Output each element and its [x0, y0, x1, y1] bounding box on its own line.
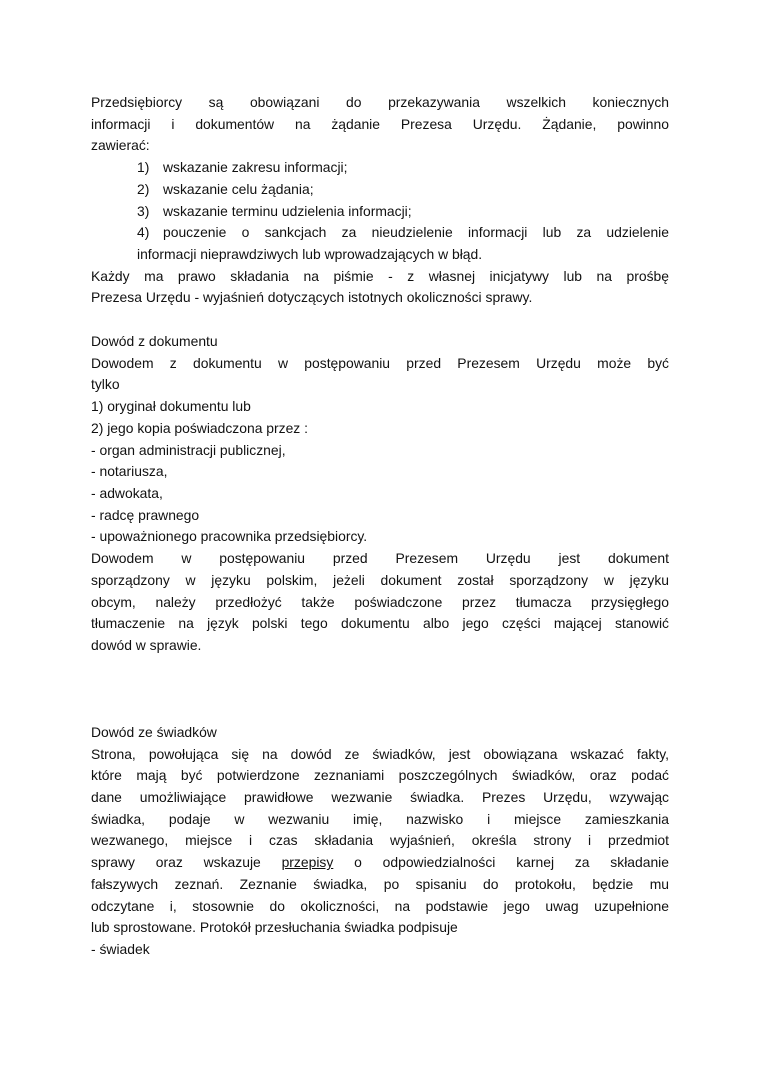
text-line — [91, 896, 669, 918]
text-line — [91, 744, 669, 766]
text-line — [91, 440, 669, 462]
line-text: - świadek — [91, 941, 150, 958]
text-line — [91, 657, 669, 679]
line-text: - adwokata, — [91, 484, 163, 501]
line-text: wskazanie terminu udzielenia informacji; — [163, 202, 412, 219]
list-item — [91, 179, 669, 201]
line-text: Przedsiębiorcy są obowiązani do przekazywania wszelkich koniecznych — [91, 94, 669, 110]
line-text: tłumaczenie na język polski tego dokumentu albo jego części mającej stanowić — [91, 615, 669, 632]
text-line — [91, 635, 669, 657]
text-line — [91, 809, 669, 831]
line-text: wskazanie celu żądania; — [163, 180, 314, 197]
text-line — [91, 505, 669, 527]
line-text: Prezesa Urzędu - wyjaśnień dotyczących istotnych okoliczności sprawy. — [91, 289, 533, 306]
text-line — [91, 418, 669, 440]
text-line — [91, 917, 669, 939]
line-text: które mają być potwierdzone zeznaniami poszczególnych świadków, oraz podać — [91, 767, 669, 784]
list-item — [91, 222, 669, 244]
text-line — [91, 92, 669, 114]
text-line — [91, 874, 669, 896]
line-text: wezwanego, miejsce i czas składania wyjaśnień, określa strony i przedmiot — [91, 832, 669, 849]
line-text: dane umożliwiające prawidłowe wezwanie świadka. Prezes Urzędu, wzywając — [91, 789, 669, 805]
text-line — [91, 135, 669, 157]
line-text: tylko — [91, 376, 120, 393]
line-text: Strona, powołująca się na dowód ze świadków, jest obowiązana wskazać fakty, — [91, 745, 669, 762]
list-item — [91, 157, 669, 179]
text-line — [91, 787, 669, 809]
line-text: Każdy ma prawo składania na piśmie - z własnej inicjatywy lub na prośbę — [91, 267, 669, 284]
line-text: Dowód z dokumentu — [91, 332, 218, 349]
line-text: obcym, należy przedłożyć także poświadczone przez tłumacza przysięgłego — [91, 593, 669, 610]
text-line — [91, 287, 669, 309]
section-heading — [91, 331, 669, 353]
text-line — [91, 526, 669, 548]
text-line — [91, 114, 669, 136]
text-line — [91, 396, 669, 418]
list-number: 2) — [137, 180, 150, 197]
text-line — [91, 678, 669, 700]
line-text: świadka, podaje w wezwaniu imię, nazwisko i miejsce zamieszkania — [91, 810, 669, 827]
text-line — [91, 613, 669, 635]
text-line — [91, 570, 669, 592]
list-number: 3) — [137, 202, 150, 219]
line-text: informacji i dokumentów na żądanie Prezesa Urzędu. Żądanie, powinno — [91, 115, 669, 132]
text-line — [91, 309, 669, 331]
list-item — [91, 201, 669, 223]
line-text: - notariusza, — [91, 463, 168, 480]
text-line — [91, 548, 669, 570]
line-text: pouczenie o sankcjach za nieudzielenie informacji lub za udzielenie — [163, 224, 669, 241]
line-text: wskazanie zakresu informacji; — [163, 159, 348, 176]
text-line — [91, 700, 669, 722]
text-line — [91, 353, 669, 375]
text-line — [91, 852, 669, 874]
line-text: Dowodem w postępowaniu przed Prezesem Urzędu jest dokument — [91, 550, 669, 567]
text-line — [91, 830, 669, 852]
line-text: - radcę prawnego — [91, 506, 200, 523]
line-text: Dowodem z dokumentu w postępowaniu przed Prezesem Urzędu może być — [91, 354, 669, 371]
przepisy-link[interactable]: przepisy — [281, 854, 334, 871]
line-text: odczytane i, stosownie do okoliczności, na podstawie jego uwag uzupełnione — [91, 897, 669, 914]
text-line — [91, 244, 669, 266]
text-line — [91, 939, 669, 961]
line-text: dowód w sprawie. — [91, 636, 202, 653]
document-page — [91, 92, 669, 961]
line-text: 2) jego kopia poświadczona przez : — [91, 419, 308, 436]
text-line — [91, 592, 669, 614]
text-line — [91, 461, 669, 483]
line-text: Dowód ze świadków — [91, 723, 217, 740]
line-text: - organ administracji publicznej, — [91, 441, 286, 458]
text-segment: sprawy oraz wskazuje — [91, 854, 282, 871]
list-number: 4) — [137, 224, 150, 241]
section-heading — [91, 722, 669, 744]
line-text: - upoważnionego pracownika przedsiębiorcy. — [91, 528, 368, 545]
text-line — [91, 374, 669, 396]
text-segment: o odpowiedzialności karnej za składanie — [333, 854, 669, 871]
text-line — [91, 483, 669, 505]
line-text: lub sprostowane. Protokół przesłuchania świadka podpisuje — [91, 919, 458, 936]
text-line — [91, 765, 669, 787]
line-text: informacji nieprawdziwych lub wprowadzających w błąd. — [137, 246, 483, 263]
line-text: 1) oryginał dokumentu lub — [91, 398, 251, 415]
list-number: 1) — [137, 159, 150, 176]
line-text: sporządzony w języku polskim, jeżeli dokument został sporządzony w języku — [91, 571, 669, 588]
text-line — [91, 266, 669, 288]
line-text: zawierać: — [91, 137, 150, 154]
line-text: fałszywych zeznań. Zeznanie świadka, po spisaniu do protokołu, będzie mu — [91, 875, 669, 892]
